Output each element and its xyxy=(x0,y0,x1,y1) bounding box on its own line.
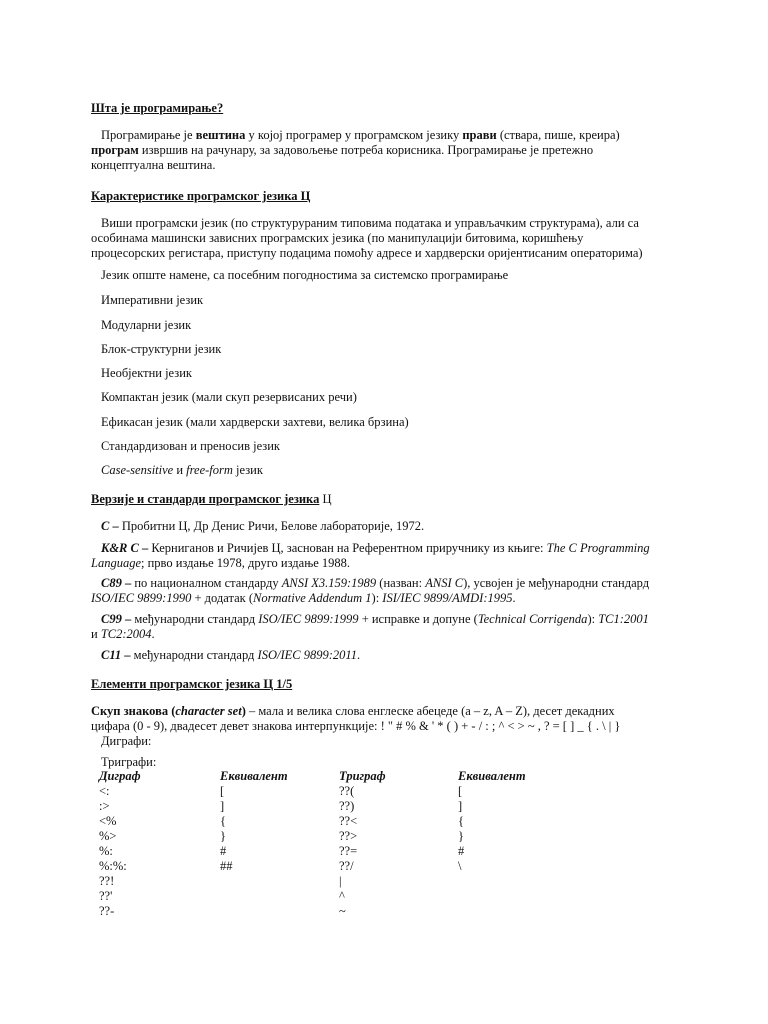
list-item: Императивни језик xyxy=(101,293,204,307)
version-kr-line-1: K&R C – Керниганов и Ричијев Ц, заснован на Референтном приручнику из књиге: The C Programming xyxy=(101,541,650,555)
heading-versions: Верзије и стандарди програмског језика Ц xyxy=(91,492,332,506)
list-item: Модуларни језик xyxy=(101,318,192,332)
list-item: Стандардизован и преносив језик xyxy=(101,439,280,453)
version-c99-line-2: и TC2:2004. xyxy=(91,627,155,641)
table-header-cell: Еквивалент xyxy=(458,769,526,783)
list-item: Блок-структурни језик xyxy=(101,342,222,356)
heading-what-is-programming: Шта је програмирање? xyxy=(91,101,224,115)
version-kr-line-2: Language; прво издање 1978, друго издање 1988. xyxy=(91,556,351,570)
table-header-cell: Триграф xyxy=(339,769,386,783)
trigraphs-label: Триграфи: xyxy=(101,755,157,769)
heading-characteristics: Карактеристике програмског језика Ц xyxy=(91,189,311,203)
paragraph-programming-line-1: Програмирање је вештина у којој програмер у програмском језику прави (ствара, пише, креира) xyxy=(101,128,620,142)
list-item-case-sensitive: Case-sensitive и free-form језик xyxy=(101,463,263,477)
version-c89-line-2: ISO/IEC 9899:1990 + додатак (Normative Addendum 1): ISI/IEC 9899/AMDI:1995. xyxy=(91,591,516,605)
paragraph-higher-language-line-2: особинама машински зависних програмских језика (по манипулацији битовима, коришћењу xyxy=(91,231,584,245)
paragraph-higher-language-line-3: процесорских регистара, приступу подацима помоћу адресе и хардверски оријентисаним операторима) xyxy=(91,246,643,260)
paragraph-programming-line-3: концептуална вештина. xyxy=(91,158,216,172)
paragraph-programming-line-2: програм извршив на рачунару, за задовољење потреба корисника. Програмирање је претежно xyxy=(91,143,594,157)
version-c99-line-1: C99 – међународни стандард ISO/IEC 9899:1999 + исправке и допуне (Technical Corrigenda): TC1:2001 xyxy=(101,612,649,626)
list-item: Необјектни језик xyxy=(101,366,192,380)
list-item: Ефикасан језик (мали хардверски захтеви, велика брзина) xyxy=(101,415,409,429)
version-c: C – Пробитни Ц, Др Денис Ричи, Белове лабораторије, 1972. xyxy=(101,519,425,533)
heading-elements: Елементи програмског језика Ц 1/5 xyxy=(91,677,293,691)
table-header-cell: Диграф xyxy=(99,769,141,783)
list-item: Компактан језик (мали скуп резервисаних речи) xyxy=(101,390,357,404)
version-c89-line-1: C89 – по националном стандарду ANSI X3.159:1989 (назван: ANSI C), усвојен је међународни стандард xyxy=(101,576,650,590)
table-header-cell: Еквивалент xyxy=(220,769,288,783)
version-c11: C11 – међународни стандард ISO/IEC 9899:2011. xyxy=(101,648,361,662)
character-set-line-2: цифара (0 - 9), двадесет девет знакова интерпункције: ! " # % & ' * ( ) + - / : ; ^ < > ~ , ? = [ ] _ { . \ | } xyxy=(91,719,621,733)
paragraph-higher-language-line-1: Виши програмски језик (по структурураним типовима података и управљачким структурама), али са xyxy=(101,216,639,230)
digraphs-label: Диграфи: xyxy=(101,734,152,748)
character-set-line-1: Скуп знакова (character set) – мала и велика слова енглеске абецеде (a – z, A – Z), десет декадних xyxy=(91,704,615,718)
document-page: Шта је програмирање? Програмирање је вештина у којој програмер у програмском језику прави (ствара, пише, креира) програм извршив на рачунару, за задовољење потреба корисника. Програмирање је претежно концептуална вештина. Карактеристике програмског језика Ц Виши програмски језик (по структурураним типовима података и управљачким структурама), али са особинама машински зависних програмских језика (по манипулацији битовима, коришћењу процесорских регистара, приступу подацима помоћу адресе и хардверски оријентисаним операторима) Језик опште намене, са посебним погодностима за системско програмирање Императивни језик Модуларни језик Блок-структурни језик Необјектни језик Компактан језик (мали скуп резервисаних речи) Ефикасан језик (мали хардверски захтеви, велика брзина) Стандардизован и преносив језик Case-sensitive и free-form језик Верзије и стандарди програмског језика Ц C – Пробитни Ц, Др Денис Ричи, Белове лабораторије, 1972. K&R C – Керниганов и Ричијев Ц, заснован на Референтном приручнику из књиге: The C Programming Language; прво издање 1978, друго издање 1988. C89 – по националном стандарду ANSI X3.159:1989 (назван: ANSI C), усвојен је међународни стандард ISO/IEC 9899:1990 + додатак (Normative Addendum 1): ISI/IEC 9899/AMDI:1995. C99 – међународни стандард ISO/IEC 9899:1999 + исправке и допуне (Technical Corrigenda): TC1:2001 и TC2:2004. C11 – међународни стандард ISO/IEC 9899:2011. Елементи програмског језика Ц 1/5 Скуп знакова (character set) – мала и велика слова енглеске абецеде (a – z, A – Z), десет декадних цифара (0 - 9), двадесет девет знакова интерпункције: ! " # % & ' * ( ) + - / : ; ^ < > ~ , ? = [ ] _ { . \ | } Диграфи: Триграфи: Диграф Еквивалент Триграф Еквивалент <: [ ??( [ :> ] ??) ] <% { ??< { %> } ??> } %: # ??= # %:%: ## ??/ \ ??! | ??' ^ ??- ~ xyxy=(0,0,768,1024)
list-item: Језик опште намене, са посебним погодностима за системско програмирање xyxy=(101,268,509,282)
